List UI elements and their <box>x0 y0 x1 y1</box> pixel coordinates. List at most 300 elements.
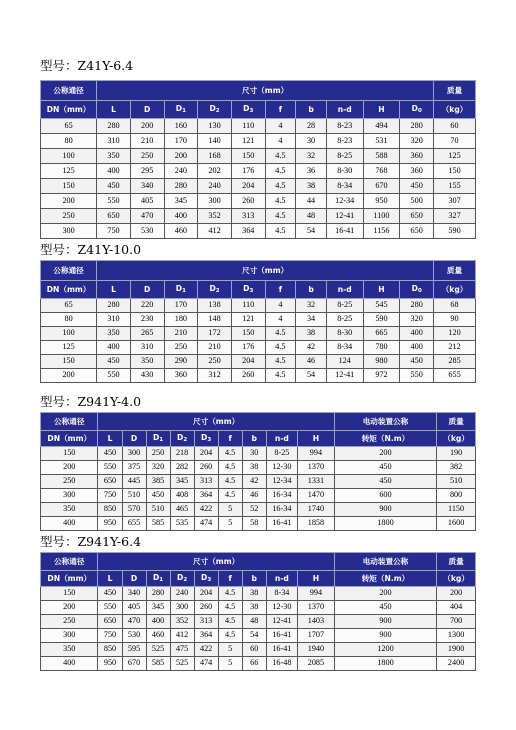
table-row <box>41 299 476 313</box>
table-cell: 285 <box>434 355 476 369</box>
table-cell: 450 <box>400 355 434 369</box>
col-header: $D_2$ <box>170 571 194 587</box>
table-cell: 340 <box>122 587 146 601</box>
table-cell: 265 <box>130 327 164 341</box>
torque-unit-header: 转矩（N.m） <box>334 431 436 447</box>
table-cell: 200 <box>41 601 98 615</box>
kg-header: （kg） <box>437 571 476 587</box>
table-cell: 850 <box>98 643 122 657</box>
table-cell: 405 <box>130 194 164 209</box>
model-title: 型号：Z941Y-6.4 <box>40 534 142 549</box>
table-cell: 465 <box>170 503 194 517</box>
col-header: n-d <box>326 101 363 119</box>
table-cell: 8-23 <box>326 119 363 134</box>
table-cell: 16-41 <box>326 224 363 239</box>
table-cell: 1331 <box>298 475 335 489</box>
col-header: b <box>242 571 266 587</box>
table-cell: 650 <box>400 224 434 239</box>
table-cell: 4.5 <box>265 164 296 179</box>
table-cell: 412 <box>170 629 194 643</box>
table-cell: 600 <box>334 489 436 503</box>
table-cell: 1800 <box>334 657 436 671</box>
table-cell: 4.5 <box>218 475 242 489</box>
col-header: $D_2$ <box>198 101 232 119</box>
col-header: n-d <box>266 431 297 447</box>
table-cell: 200 <box>334 447 436 461</box>
table-cell: 1858 <box>298 517 335 531</box>
table-cell: 38 <box>242 461 266 475</box>
table-cell: 250 <box>41 209 97 224</box>
table-cell: 525 <box>146 643 170 657</box>
table-cell: 125 <box>41 164 97 179</box>
table-cell: 400 <box>97 164 131 179</box>
table-cell: 36 <box>296 164 327 179</box>
weight-header: 质量 <box>434 81 476 101</box>
table-cell: 525 <box>170 657 194 671</box>
col-header: D <box>122 431 146 447</box>
kg-header: （kg） <box>434 281 476 299</box>
col-header: $D_2$ <box>198 281 232 299</box>
table-cell: 121 <box>231 134 265 149</box>
table-cell: 5 <box>218 517 242 531</box>
col-header: H <box>298 431 335 447</box>
table-cell: 300 <box>170 601 194 615</box>
table-cell: 510 <box>146 503 170 517</box>
table-cell: 176 <box>231 341 265 355</box>
table-cell: 4.5 <box>265 369 296 383</box>
table-cell: 1403 <box>298 615 335 629</box>
table-row <box>41 194 476 209</box>
table-cell: 42 <box>242 475 266 489</box>
table-cell: 445 <box>122 475 146 489</box>
col-header: $D_3$ <box>194 571 218 587</box>
table-cell: 16-41 <box>266 517 297 531</box>
table-cell: 950 <box>98 657 122 671</box>
table-cell: 260 <box>231 369 265 383</box>
table-cell: 382 <box>437 461 476 475</box>
table-cell: 313 <box>194 615 218 629</box>
col-header: $D_1$ <box>164 101 198 119</box>
table-cell: 4 <box>265 299 296 313</box>
table-cell: 364 <box>194 629 218 643</box>
table-cell: 48 <box>242 615 266 629</box>
table-cell: 5 <box>218 503 242 517</box>
table-cell: 312 <box>198 369 232 383</box>
table-cell: 2085 <box>298 657 335 671</box>
kg-header: （kg） <box>437 431 476 447</box>
dimensions-header: 尺寸（mm） <box>98 413 334 431</box>
table-cell: 450 <box>146 489 170 503</box>
table-cell: 12-30 <box>266 461 297 475</box>
dimensions-header: 尺寸（mm） <box>98 553 334 571</box>
table-cell: 422 <box>194 643 218 657</box>
table-cell: 4.5 <box>265 341 296 355</box>
table-cell: 8-23 <box>326 134 363 149</box>
table-cell: 670 <box>363 179 400 194</box>
table-cell: 240 <box>170 587 194 601</box>
table-cell: 16-41 <box>266 643 297 657</box>
table-cell: 400 <box>41 517 98 531</box>
col-header: H <box>363 101 400 119</box>
table-cell: 950 <box>98 517 122 531</box>
col-header: f <box>218 571 242 587</box>
table-cell: 345 <box>170 475 194 489</box>
table-cell: 360 <box>400 164 434 179</box>
table-cell: 60 <box>242 643 266 657</box>
table-cell: 200 <box>334 587 436 601</box>
table-row <box>41 489 476 503</box>
table-cell: 70 <box>434 134 476 149</box>
table-cell: 300 <box>41 224 97 239</box>
table-cell: 595 <box>122 643 146 657</box>
table-cell: 148 <box>198 313 232 327</box>
table-cell: 60 <box>434 119 476 134</box>
table-cell: 345 <box>164 194 198 209</box>
table-cell: 140 <box>198 134 232 149</box>
table-cell: 16-48 <box>266 657 297 671</box>
spec-section-z41y-6-4 <box>40 56 476 236</box>
table-cell: 250 <box>164 341 198 355</box>
table-row <box>41 461 476 475</box>
table-cell: 12-41 <box>326 369 363 383</box>
col-header: b <box>242 431 266 447</box>
table-cell: 1707 <box>298 629 335 643</box>
col-header: $D_1$ <box>146 571 170 587</box>
col-header: f <box>265 101 296 119</box>
table-cell: 150 <box>231 327 265 341</box>
table-cell: 54 <box>242 629 266 643</box>
table-cell: 295 <box>130 164 164 179</box>
col-header: L <box>98 431 122 447</box>
table-cell: 210 <box>164 327 198 341</box>
table-cell: 4.5 <box>218 461 242 475</box>
table-cell: 530 <box>122 629 146 643</box>
table-cell: 570 <box>122 503 146 517</box>
table-cell: 550 <box>97 369 131 383</box>
table-cell: 310 <box>97 134 131 149</box>
table-cell: 1100 <box>363 209 400 224</box>
table-cell: 2400 <box>437 657 476 671</box>
table-cell: 54 <box>296 369 327 383</box>
spec-table <box>40 552 476 671</box>
table-cell: 360 <box>400 149 434 164</box>
table-cell: 1940 <box>298 643 335 657</box>
col-header: b <box>296 281 327 299</box>
table-row <box>41 134 476 149</box>
table-cell: 535 <box>170 517 194 531</box>
table-cell: 550 <box>98 461 122 475</box>
table-cell: 65 <box>41 119 97 134</box>
table-row <box>41 341 476 355</box>
table-row <box>41 164 476 179</box>
table-cell: 300 <box>198 194 232 209</box>
spec-section-z41y-10-0 <box>40 240 476 390</box>
table-cell: 4.5 <box>265 327 296 341</box>
table-cell: 4 <box>265 134 296 149</box>
table-cell: 280 <box>97 119 131 134</box>
table-row <box>41 503 476 517</box>
model-title: 型号：Z41Y-10.0 <box>40 242 142 257</box>
table-cell: 204 <box>231 179 265 194</box>
table-cell: 110 <box>231 299 265 313</box>
table-cell: 8-34 <box>326 341 363 355</box>
dn-header: DN（mm） <box>41 281 97 299</box>
table-cell: 280 <box>400 299 434 313</box>
weight-header: 质量 <box>437 413 476 431</box>
table-cell: 16-41 <box>266 629 297 643</box>
table-cell: 1200 <box>334 643 436 657</box>
table-cell: 280 <box>400 119 434 134</box>
dimensions-header: 尺寸（mm） <box>97 81 434 101</box>
table-cell: 300 <box>122 447 146 461</box>
table-cell: 850 <box>98 503 122 517</box>
table-cell: 32 <box>296 299 327 313</box>
spec-section-z941y-4-0 <box>40 392 476 540</box>
col-header: H <box>363 281 400 299</box>
table-cell: 8-34 <box>266 587 297 601</box>
table-cell: 300 <box>41 489 98 503</box>
table-cell: 450 <box>334 461 436 475</box>
table-cell: 364 <box>194 489 218 503</box>
col-header: $D_1$ <box>146 431 170 447</box>
table-cell: 204 <box>231 355 265 369</box>
col-header: $D_1$ <box>164 281 198 299</box>
table-cell: 340 <box>130 179 164 194</box>
col-header: f <box>218 431 242 447</box>
table-cell: 58 <box>242 517 266 531</box>
table-cell: 42 <box>296 341 327 355</box>
table-cell: 510 <box>437 475 476 489</box>
table-cell: 4 <box>265 313 296 327</box>
table-cell: 210 <box>198 341 232 355</box>
table-cell: 494 <box>363 119 400 134</box>
table-cell: 665 <box>363 327 400 341</box>
col-header: L <box>98 571 122 587</box>
table-row <box>41 643 476 657</box>
table-cell: 16-34 <box>266 503 297 517</box>
kg-header: （kg） <box>434 101 476 119</box>
col-header: n-d <box>266 571 297 587</box>
table-cell: 780 <box>363 341 400 355</box>
dn-header: DN（mm） <box>41 571 98 587</box>
table-cell: 400 <box>97 341 131 355</box>
table-row <box>41 475 476 489</box>
table-cell: 4.5 <box>218 447 242 461</box>
table-cell: 8-25 <box>266 447 297 461</box>
table-cell: 450 <box>400 179 434 194</box>
col-header: f <box>265 281 296 299</box>
dn-header: DN（mm） <box>41 101 97 119</box>
table-cell: 66 <box>242 657 266 671</box>
table-cell: 530 <box>130 224 164 239</box>
table-cell: 450 <box>98 447 122 461</box>
col-header: $D_0$ <box>400 101 434 119</box>
table-cell: 220 <box>130 299 164 313</box>
table-cell: 38 <box>296 327 327 341</box>
table-cell: 200 <box>164 149 198 164</box>
spec-table <box>40 80 476 239</box>
table-row <box>41 355 476 369</box>
model-title: 型号：Z41Y-6.4 <box>40 58 134 73</box>
table-cell: 54 <box>296 224 327 239</box>
nominal-header: 公称通径 <box>41 413 98 431</box>
table-cell: 150 <box>41 587 98 601</box>
col-header: H <box>298 571 335 587</box>
table-cell: 750 <box>98 629 122 643</box>
table-row <box>41 369 476 383</box>
table-cell: 1150 <box>437 503 476 517</box>
table-cell: 176 <box>231 164 265 179</box>
dn-header: DN（mm） <box>41 431 98 447</box>
table-cell: 750 <box>97 224 131 239</box>
table-cell: 1370 <box>298 601 335 615</box>
table-cell: 470 <box>122 615 146 629</box>
table-cell: 250 <box>146 447 170 461</box>
table-cell: 350 <box>41 643 98 657</box>
table-cell: 4.5 <box>218 587 242 601</box>
col-header: $D_3$ <box>231 281 265 299</box>
table-cell: 282 <box>170 461 194 475</box>
table-cell: 150 <box>41 355 97 369</box>
table-cell: 1156 <box>363 224 400 239</box>
table-body <box>41 299 476 383</box>
table-cell: 200 <box>130 119 164 134</box>
table-cell: 4.5 <box>265 355 296 369</box>
table-cell: 412 <box>198 224 232 239</box>
table-cell: 750 <box>98 489 122 503</box>
table-cell: 320 <box>400 134 434 149</box>
table-cell: 8-34 <box>326 179 363 194</box>
table-cell: 204 <box>194 447 218 461</box>
table-cell: 994 <box>298 447 335 461</box>
table-cell: 375 <box>122 461 146 475</box>
table-cell: 460 <box>146 629 170 643</box>
table-cell: 408 <box>170 489 194 503</box>
table-cell: 180 <box>164 313 198 327</box>
table-cell: 48 <box>296 209 327 224</box>
table-cell: 12-30 <box>266 601 297 615</box>
table-cell: 130 <box>198 119 232 134</box>
table-cell: 110 <box>231 119 265 134</box>
table-cell: 474 <box>194 517 218 531</box>
table-cell: 38 <box>242 601 266 615</box>
table-cell: 585 <box>146 657 170 671</box>
table-cell: 124 <box>326 355 363 369</box>
table-cell: 450 <box>98 587 122 601</box>
table-cell: 4.5 <box>218 489 242 503</box>
table-cell: 12-41 <box>326 209 363 224</box>
table-cell: 590 <box>434 224 476 239</box>
table-row <box>41 149 476 164</box>
table-cell: 400 <box>146 615 170 629</box>
table-cell: 385 <box>146 475 170 489</box>
table-cell: 950 <box>363 194 400 209</box>
table-cell: 68 <box>434 299 476 313</box>
nominal-header: 公称通径 <box>41 553 98 571</box>
torque-unit-header: 转矩（N.m） <box>334 571 436 587</box>
table-cell: 1740 <box>298 503 335 517</box>
table-cell: 588 <box>363 149 400 164</box>
weight-header: 质量 <box>437 553 476 571</box>
table-row <box>41 657 476 671</box>
table-cell: 100 <box>41 327 97 341</box>
table-cell: 450 <box>334 601 436 615</box>
table-cell: 46 <box>296 355 327 369</box>
col-header: $D_0$ <box>400 281 434 299</box>
table-cell: 52 <box>242 503 266 517</box>
table-cell: 400 <box>41 657 98 671</box>
table-row <box>41 587 476 601</box>
table-cell: 80 <box>41 134 97 149</box>
table-cell: 260 <box>231 194 265 209</box>
table-cell: 280 <box>146 587 170 601</box>
table-row <box>41 224 476 239</box>
table-cell: 800 <box>437 489 476 503</box>
col-header: L <box>97 281 131 299</box>
table-cell: 38 <box>296 179 327 194</box>
col-header: $D_3$ <box>194 431 218 447</box>
table-cell: 44 <box>296 194 327 209</box>
table-cell: 125 <box>41 341 97 355</box>
table-cell: 650 <box>98 475 122 489</box>
table-cell: 400 <box>400 341 434 355</box>
col-header: b <box>296 101 327 119</box>
table-row <box>41 517 476 531</box>
table-cell: 16-34 <box>266 489 297 503</box>
table-cell: 200 <box>437 587 476 601</box>
table-cell: 585 <box>146 517 170 531</box>
table-cell: 38 <box>242 587 266 601</box>
table-cell: 900 <box>334 615 436 629</box>
table-cell: 4.5 <box>218 629 242 643</box>
table-cell: 422 <box>194 503 218 517</box>
table-cell: 900 <box>334 629 436 643</box>
table-cell: 230 <box>130 313 164 327</box>
table-row <box>41 313 476 327</box>
table-cell: 200 <box>41 461 98 475</box>
table-cell: 1900 <box>437 643 476 657</box>
table-cell: 100 <box>41 149 97 164</box>
table-cell: 972 <box>363 369 400 383</box>
table-cell: 327 <box>434 209 476 224</box>
dimensions-header: 尺寸（mm） <box>97 261 434 281</box>
col-header: D <box>130 281 164 299</box>
table-cell: 352 <box>170 615 194 629</box>
table-cell: 5 <box>218 643 242 657</box>
table-cell: 65 <box>41 299 97 313</box>
table-cell: 212 <box>434 341 476 355</box>
table-cell: 210 <box>130 134 164 149</box>
table-cell: 460 <box>164 224 198 239</box>
table-cell: 1600 <box>437 517 476 531</box>
table-cell: 350 <box>41 503 98 517</box>
table-cell: 310 <box>97 313 131 327</box>
table-cell: 450 <box>334 475 436 489</box>
table-cell: 12-34 <box>266 475 297 489</box>
table-body <box>41 119 476 239</box>
table-cell: 5 <box>218 657 242 671</box>
table-cell: 204 <box>194 587 218 601</box>
table-cell: 200 <box>41 369 97 383</box>
table-body <box>41 447 476 531</box>
table-row <box>41 615 476 629</box>
table-cell: 510 <box>122 489 146 503</box>
table-cell: 30 <box>242 447 266 461</box>
table-row <box>41 601 476 615</box>
table-cell: 313 <box>231 209 265 224</box>
table-cell: 150 <box>231 149 265 164</box>
table-cell: 900 <box>334 503 436 517</box>
